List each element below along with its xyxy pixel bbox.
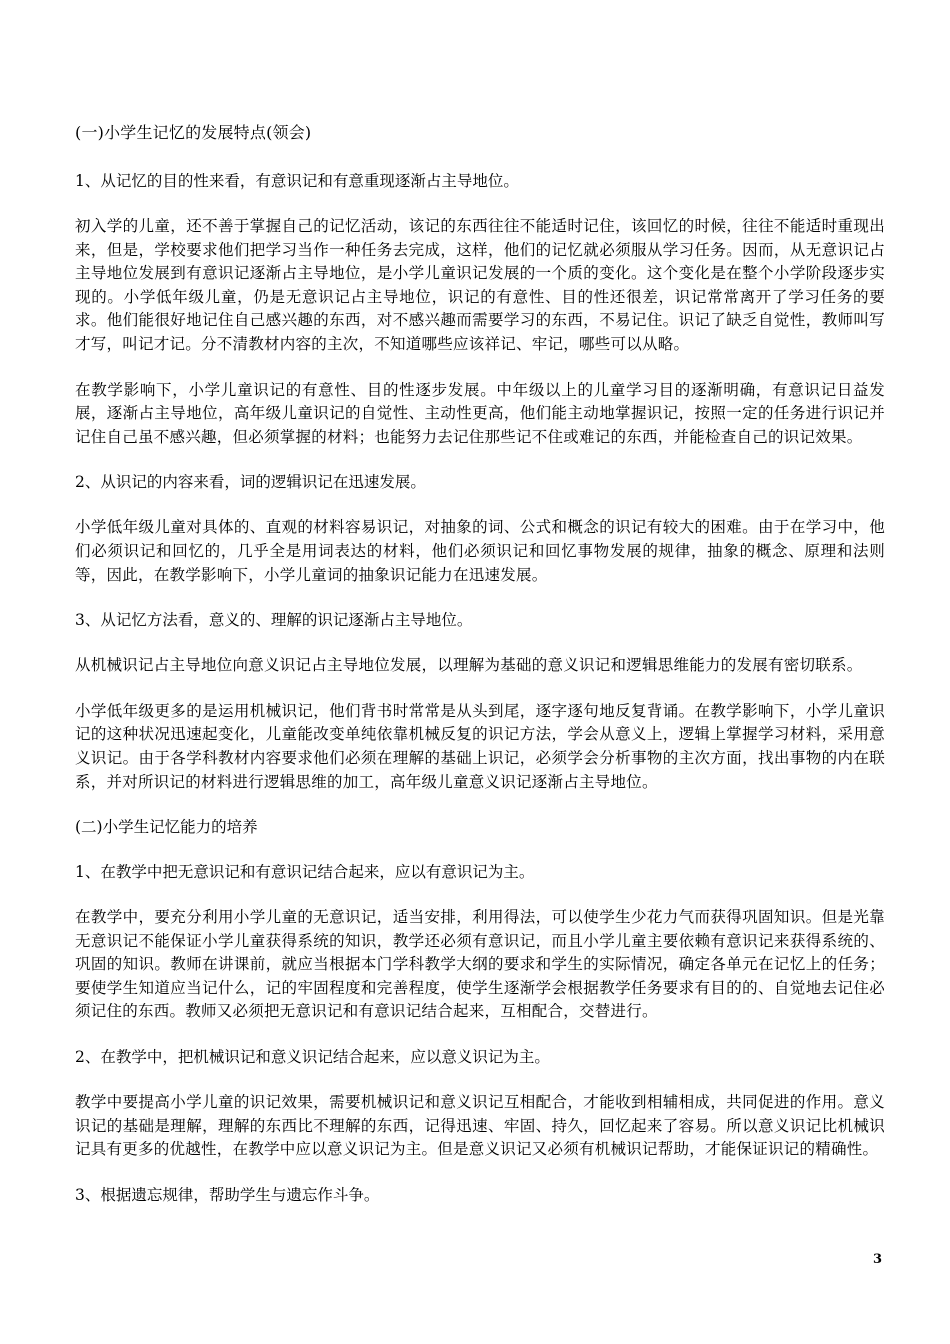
paragraph: 小学低年级更多的是运用机械识记，他们背书时常常是从头到尾，逐字逐句地反复背诵。在教学影响下，小学儿童识记的这种状况迅速起变化，儿童能改变单纯依靠机械反复的识记方法，学会从意义上，逻辑上掌握学习材料，采用意义识记。由于各学科教材内容要求他们必须在理解的基础上识记，必须学会分析事物的主次方面，找出事物的内在联系，并对所识记的材料进行逻辑思维的加工，高年级儿童意义识记逐渐占主导地位。 — [75, 701, 885, 791]
point-title-3: 3、根据遗忘规律，帮助学生与遗忘作斗争。 — [75, 1185, 380, 1204]
point-title-1: 1、从记忆的目的性来看，有意识记和有意重现逐渐占主导地位。 — [75, 172, 519, 190]
page-number: 3 — [873, 1252, 883, 1267]
point-title-3: 3、从记忆方法看，意义的、理解的识记逐渐占主导地位。 — [75, 611, 473, 630]
section-2-body — [75, 861, 885, 1207]
paragraph: 从机械识记占主导地位向意义识记占主导地位发展，以理解为基础的意义识记和逻辑思维能力的发展有密切联系。 — [75, 656, 863, 675]
paragraph: 小学低年级儿童对具体的、直观的材料容易识记，对抽象的词、公式和概念的识记有较大的困难。由于在学习中，他们必须识记和回忆的，几乎全是用词表达的材料，他们必须识记和回忆事物发展的规律，抽象的概念、原理和法则等，因此，在教学影响下，小学儿童词的抽象识记能力在迅速发展。 — [75, 518, 885, 584]
point-title-2: 2、在教学中，把机械识记和意义识记结合起来，应以意义识记为主。 — [75, 1048, 550, 1067]
section-heading-1: (一)小学生记忆的发展特点(领会) — [75, 123, 312, 142]
paragraph: 教学中要提高小学儿童的识记效果，需要机械识记和意义识记互相配合，才能收到相辅相成，共同促进的作用。意义识记的基础是理解，理解的东西比不理解的东西，记得迅速、牢固、持久，回忆起来了容易。所以意义识记比机械识记具有更多的优越性，在教学中应以意义识记为主。但是意义识记又必须有机械识记帮助，才能保证识记的精确性。 — [75, 1093, 885, 1159]
paragraph: 在教学影响下，小学儿童识记的有意性、目的性逐步发展。中年级以上的儿童学习目的逐渐明确，有意识记日益发展，逐渐占主导地位，高年级儿童识记的自觉性、主动性更高，他们能主动地掌握识记，按照一定的任务进行识记并记住自己虽不感兴趣，但必须掌握的材料；也能努力去记住那些记不住或难记的东西，并能检查自己的识记效果。 — [75, 380, 885, 446]
point-title-1: 1、在教学中把无意识记和有意识记结合起来，应以有意识记为主。 — [75, 863, 535, 882]
section-heading-2: (二)小学生记忆能力的培养 — [75, 818, 258, 837]
paragraph: 在教学中，要充分利用小学儿童的无意识记，适当安排，利用得法，可以使学生少花力气而获得巩固知识。但是光靠无意识记不能保证小学儿童获得系统的知识，教学还必须有意识记，而且小学儿童主要依赖有意识记来获得系统的、巩固的知识。教师在讲课前，就应当根据本门学科教学大纲的要求和学生的实际情况，确定各单元在记忆上的任务；要使学生知道应当记什么，记的牢固程度和完善程度，使学生逐渐学会根据教学任务要求有目的的、自觉地去记住必须记住的东西。教师又必须把无意识记和有意识记结合起来，互相配合，交替进行。 — [75, 908, 885, 1021]
document-page — [75, 120, 885, 1229]
paragraph: 初入学的儿童，还不善于掌握自己的记忆活动，该记的东西往往不能适时记住，该回忆的时候，往往不能适时重现出来，但是，学校要求他们把学习当作一种任务去完成，这样，他们的记忆就必须服从学习任务。因而，从无意识记占主导地位发展到有意识记逐渐占主导地位，是小学儿童识记发展的一个质的变化。这个变化是在整个小学阶段逐步实现的。小学低年级儿童，仍是无意识记占主导地位，识记的有意性、目的性还很差，识记常常离开了学习任务的要求。他们能很好地记住自己感兴趣的东西，对不感兴趣而需要学习的东西，不易记住。识记了缺乏自觉性，教师叫写才写，叫记才记。分不清教材内容的主次，不知道哪些应该祥记、牢记，哪些可以从略。 — [75, 217, 885, 353]
point-title-2: 2、从识记的内容来看，词的逻辑识记在迅速发展。 — [75, 473, 426, 492]
section-1-body — [75, 170, 885, 794]
